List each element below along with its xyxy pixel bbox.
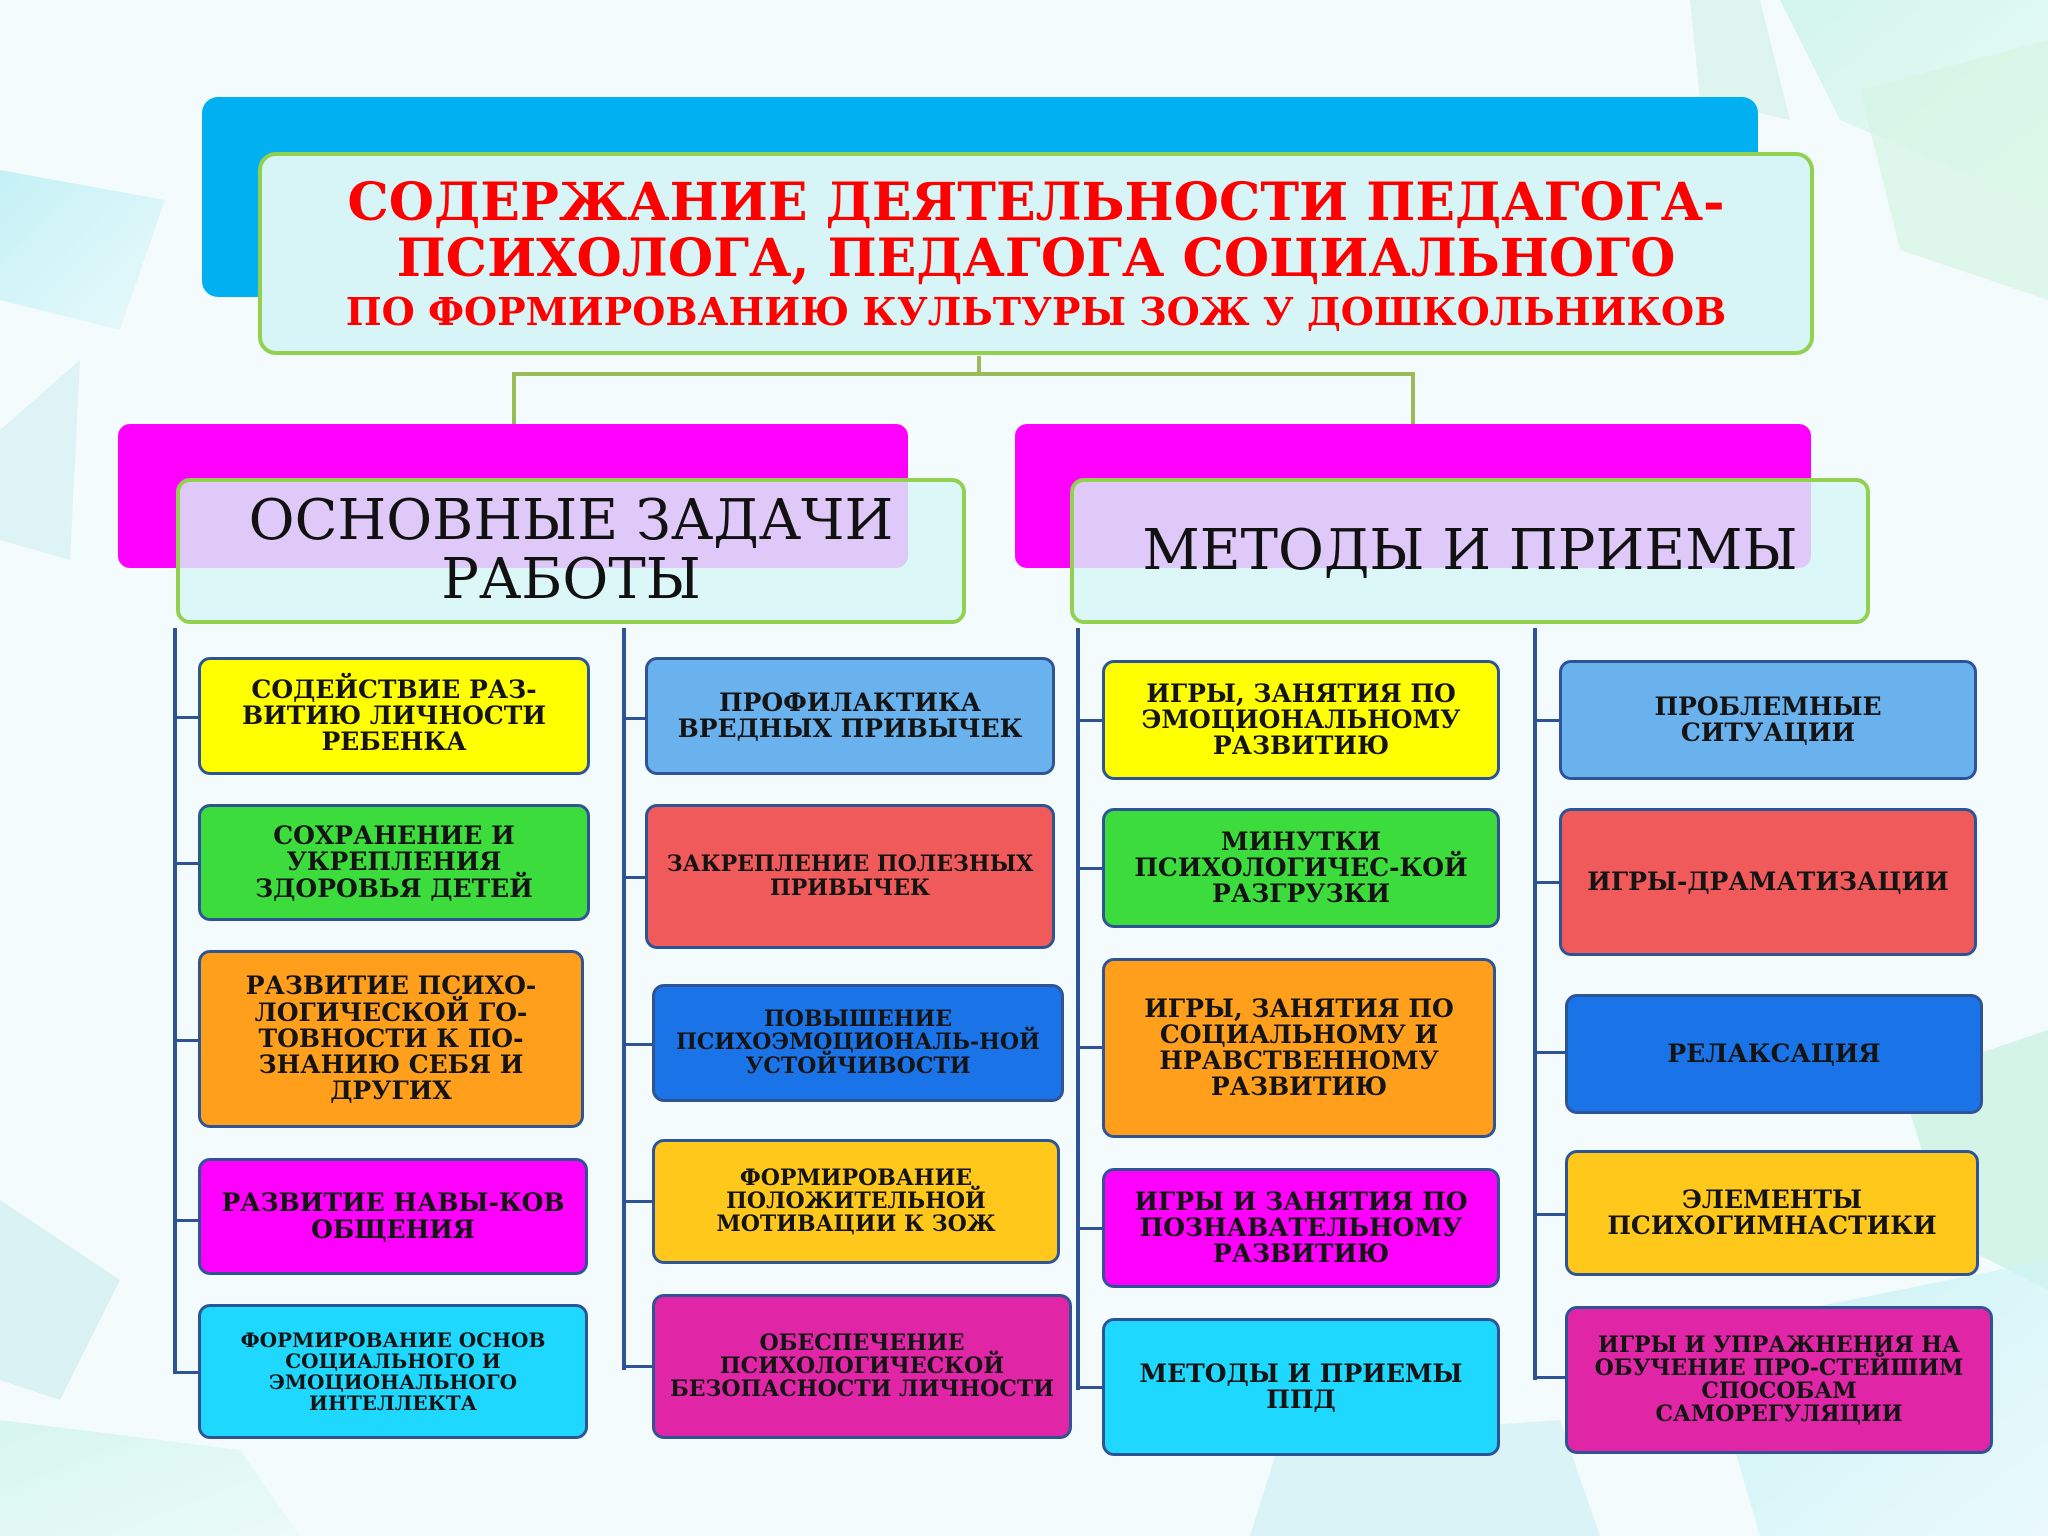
connector-tick [1076,867,1102,870]
connector-tick [1076,1046,1102,1049]
connector-tick [622,1200,652,1203]
connector-tick [622,876,646,879]
title-connector-bar [512,372,1415,376]
tasks-header-line-1: ОСНОВНЫЕ ЗАДАЧИ [248,488,894,554]
connector-tick [622,1365,652,1368]
connector-tick [173,862,199,865]
connector-tick [1076,1386,1102,1389]
title-connector-right [1411,372,1415,424]
method-social-moral-games: ИГРЫ, ЗАНЯТИЯ ПО СОЦИАЛЬНОМУ И НРАВСТВЕННОМУ РАЗВИТИЮ [1102,958,1496,1138]
task-personality-development: СОДЕЙСТВИЕ РАЗ-ВИТИЮ ЛИЧНОСТИ РЕБЕНКА [198,657,590,775]
connector-tick [622,717,646,720]
connector-tick [1533,881,1559,884]
method-cognitive-games: ИГРЫ И ЗАНЯТИЯ ПО ПОЗНАВАТЕЛЬНОМУ РАЗВИТИЮ [1102,1168,1500,1288]
connector-tick [173,716,199,719]
task-communication-skills: РАЗВИТИЕ НАВЫ-КОВ ОБЩЕНИЯ [198,1158,588,1275]
title-panel [258,152,1814,355]
method-dramatization-games: ИГРЫ-ДРАМАТИЗАЦИИ [1559,808,1977,956]
method-psychological-relief: МИНУТКИ ПСИХОЛОГИЧЕС-КОЙ РАЗГРУЗКИ [1102,808,1500,928]
method-problem-situations: ПРОБЛЕМНЫЕ СИТУАЦИИ [1559,660,1977,780]
task-positive-motivation: ФОРМИРОВАНИЕ ПОЛОЖИТЕЛЬНОЙ МОТИВАЦИИ К ЗОЖ [652,1139,1060,1264]
method-ppd: МЕТОДЫ И ПРИЕМЫ ППД [1102,1318,1500,1456]
methods-header [1070,478,1870,624]
connector-tick [1076,1227,1102,1230]
title-connector-left [512,372,516,424]
methods-col1-connector [1076,628,1080,1390]
connector-tick [1533,1213,1565,1216]
method-self-regulation: ИГРЫ И УПРАЖНЕНИЯ НА ОБУЧЕНИЕ ПРО-СТЕЙШИМ СПОСОБАМ САМОРЕГУЛЯЦИИ [1565,1306,1993,1454]
connector-tick [173,1371,199,1374]
task-health-preservation: СОХРАНЕНИЕ И УКРЕПЛЕНИЯ ЗДОРОВЬЯ ДЕТЕЙ [198,804,590,921]
connector-tick [622,1043,652,1046]
connector-tick [173,1039,199,1042]
task-emotional-stability: ПОВЫШЕНИЕ ПСИХОЭМОЦИОНАЛЬ-НОЙ УСТОЙЧИВОСТИ [652,984,1064,1102]
methods-col2-connector [1533,628,1537,1380]
tasks-col1-connector [173,628,177,1374]
method-emotional-games: ИГРЫ, ЗАНЯТИЯ ПО ЭМОЦИОНАЛЬНОМУ РАЗВИТИЮ [1102,660,1500,780]
tasks-header-line-2: РАБОТЫ [441,547,701,612]
title-line-2: ПСИХОЛОГА, ПЕДАГОГА СОЦИАЛЬНОГО [396,227,1676,289]
title-line-1: СОДЕРЖАНИЕ ДЕЯТЕЛЬНОСТИ ПЕДАГОГА- [347,171,1725,233]
task-bad-habits-prevention: ПРОФИЛАКТИКА ВРЕДНЫХ ПРИВЫЧЕК [645,657,1055,775]
connector-tick [1533,719,1559,722]
title-line-3: ПО ФОРМИРОВАНИЮ КУЛЬТУРЫ ЗОЖ У ДОШКОЛЬНИКОВ [345,289,1727,335]
tasks-col2-connector [622,628,626,1370]
task-social-emotional-intellect: ФОРМИРОВАНИЕ ОСНОВ СОЦИАЛЬНОГО И ЭМОЦИОНАЛЬНОГО ИНТЕЛЛЕКТА [198,1304,588,1439]
method-psychogymnastics: ЭЛЕМЕНТЫ ПСИХОГИМНАСТИКИ [1565,1150,1979,1276]
task-psychological-safety: ОБЕСПЕЧЕНИЕ ПСИХОЛОГИЧЕСКОЙ БЕЗОПАСНОСТИ ЛИЧНОСТИ [652,1294,1072,1439]
method-relaxation: РЕЛАКСАЦИЯ [1565,994,1983,1114]
connector-tick [173,1219,199,1222]
connector-tick [1076,719,1102,722]
task-useful-habits: ЗАКРЕПЛЕНИЕ ПОЛЕЗНЫХ ПРИВЫЧЕК [645,804,1055,949]
task-psychological-readiness: РАЗВИТИЕ ПСИХО-ЛОГИЧЕСКОЙ ГО-ТОВНОСТИ К ПО-ЗНАНИЮ СЕБЯ И ДРУГИХ [198,950,584,1128]
connector-tick [1533,1376,1565,1379]
methods-header-label: МЕТОДЫ И ПРИЕМЫ [1142,517,1798,583]
connector-tick [1533,1051,1565,1054]
tasks-header [176,478,966,624]
